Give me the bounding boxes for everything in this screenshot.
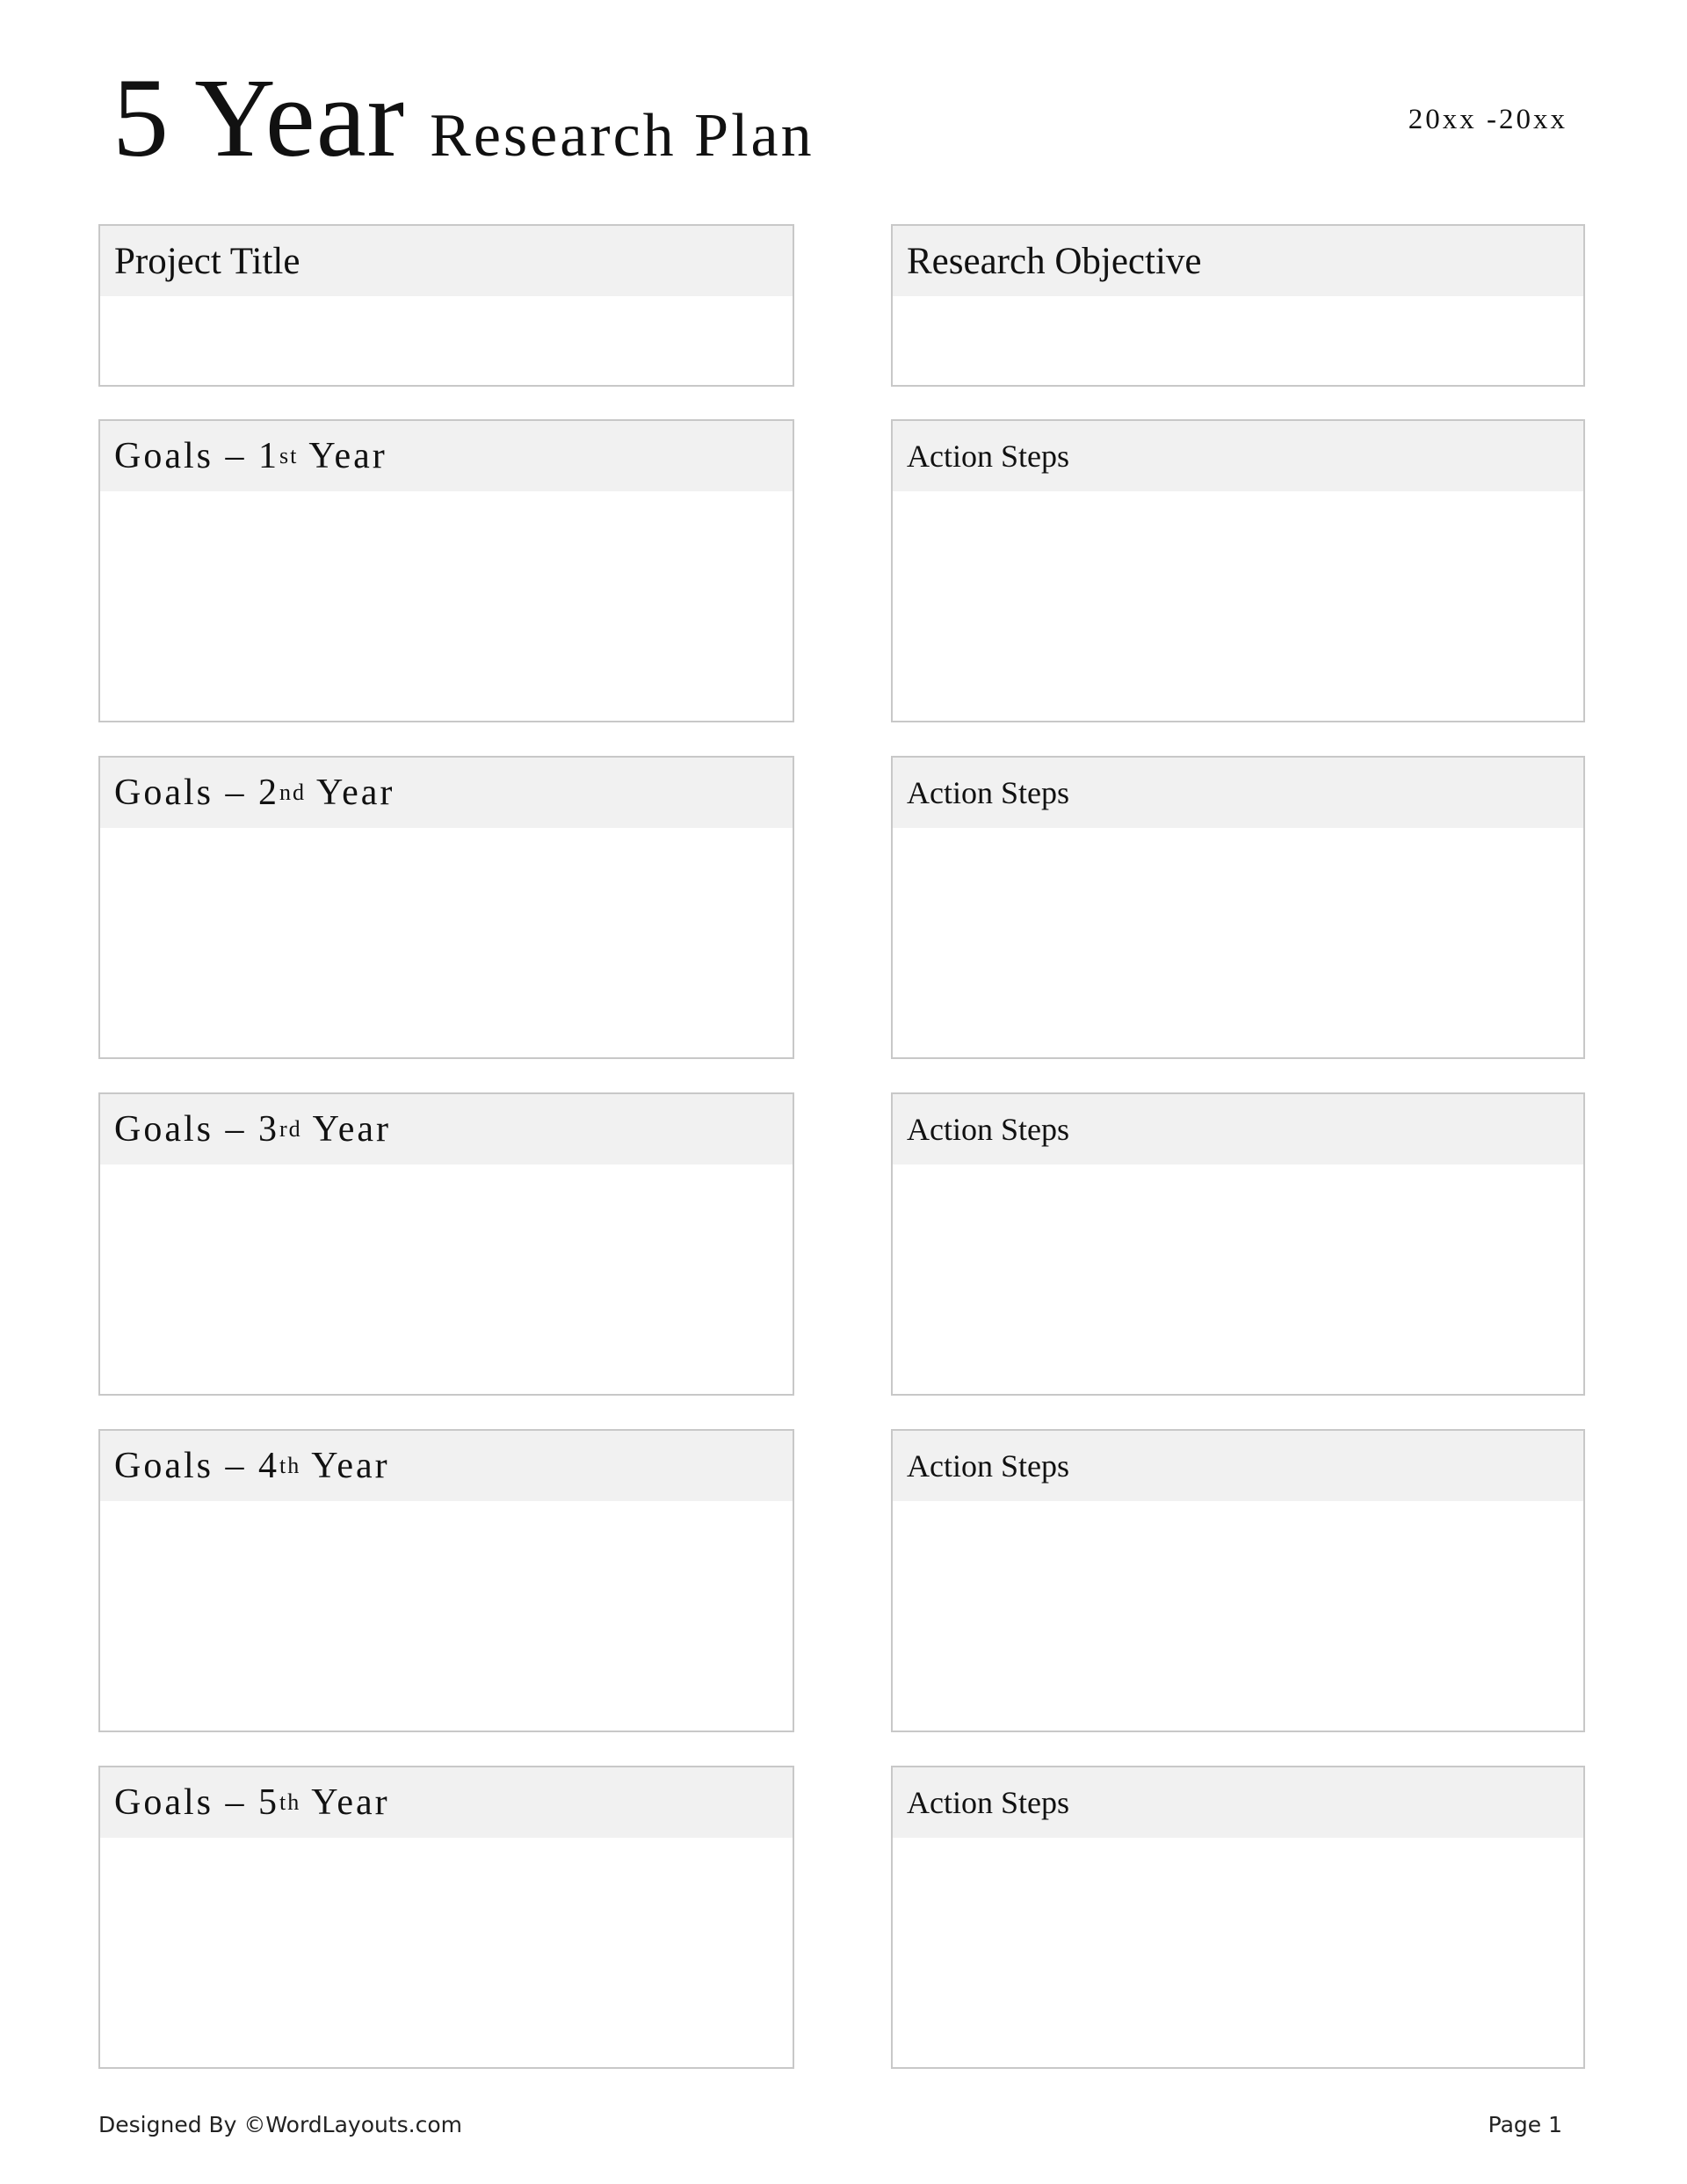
action-steps-label: Action Steps xyxy=(893,1094,1583,1165)
goals-year-4-label: Goals – 4 th Year xyxy=(100,1431,793,1501)
goals-year-2-box xyxy=(98,756,794,1059)
goals-year-5-label: Goals – 5 th Year xyxy=(100,1767,793,1838)
goals-year-2-label: Goals – 2 nd Year xyxy=(100,758,793,828)
document-title xyxy=(112,55,815,180)
action-steps-label: Action Steps xyxy=(893,1767,1583,1838)
goals-year-3-label: Goals – 3 rd Year xyxy=(100,1094,793,1165)
action-steps-year-4-box xyxy=(891,1429,1585,1732)
action-steps-label: Action Steps xyxy=(893,758,1583,828)
title-sub: Research Plan xyxy=(430,102,815,170)
action-steps-label: Action Steps xyxy=(893,421,1583,491)
research-objective-box xyxy=(891,224,1585,387)
goals-year-1-label: Goals – 1 st Year xyxy=(100,421,793,491)
year-range: 20xx -20xx xyxy=(1408,104,1568,135)
page-number: Page 1 xyxy=(1488,2112,1562,2137)
goals-year-3-box xyxy=(98,1092,794,1396)
project-title-box xyxy=(98,224,794,387)
research-objective-label: Research Objective xyxy=(893,226,1583,296)
title-main: 5 Year xyxy=(112,55,406,180)
goals-year-1-box xyxy=(98,419,794,722)
action-steps-year-5-box xyxy=(891,1766,1585,2069)
goals-year-5-box xyxy=(98,1766,794,2069)
action-steps-year-2-box xyxy=(891,756,1585,1059)
goals-year-4-box xyxy=(98,1429,794,1732)
action-steps-year-1-box xyxy=(891,419,1585,722)
action-steps-label: Action Steps xyxy=(893,1431,1583,1501)
footer-credit: Designed By ©WordLayouts.com xyxy=(98,2112,463,2137)
action-steps-year-3-box xyxy=(891,1092,1585,1396)
project-title-label: Project Title xyxy=(100,226,793,296)
